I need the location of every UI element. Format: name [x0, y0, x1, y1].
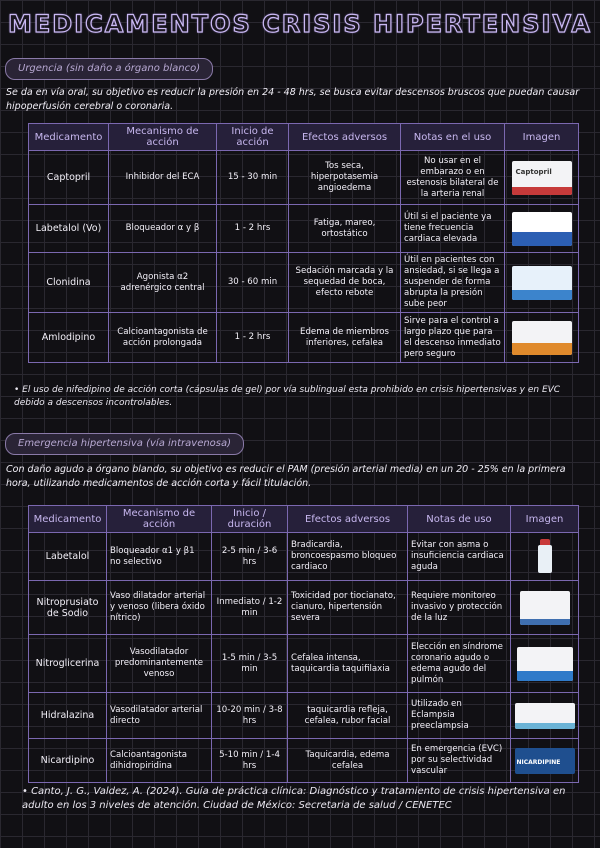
labetalol-box-icon	[512, 212, 572, 246]
drug-adverse: Fatiga, mareo, ortostático	[289, 205, 401, 253]
drug-onset: 2-5 min / 3-6 hrs	[212, 533, 288, 581]
drug-mechanism: Calcioantagonista de acción prolongada	[109, 313, 217, 363]
drug-notes: Sirve para el control a largo plazo que para el descenso inmediato pero seguro	[401, 313, 505, 363]
drug-image	[511, 533, 579, 581]
table-row	[29, 253, 579, 313]
drug-notes: Útil si el paciente ya tiene frecuencia cardiaca elevada	[401, 205, 505, 253]
drug-adverse: Taquicardia, edema cefalea	[288, 739, 408, 783]
drug-mechanism: Vaso dilatador arterial y venoso (libera óxido nítrico)	[107, 581, 212, 635]
clonidina-box-icon	[512, 266, 572, 300]
col-header: Mecanismo de acción	[107, 506, 212, 533]
drug-adverse: Bradicardia, broncoespasmo bloqueo cardiaco	[288, 533, 408, 581]
drug-name: Nicardipino	[29, 739, 107, 783]
drug-onset: 5-10 min / 1-4 hrs	[212, 739, 288, 783]
drug-image	[511, 635, 579, 693]
nitroprusiato-box-icon	[520, 591, 570, 625]
table-row	[29, 313, 579, 363]
drug-name: Hidralazina	[29, 693, 107, 739]
box-label: NICARDIPINE	[516, 758, 561, 766]
drug-adverse: Edema de miembros inferiores, cefalea	[289, 313, 401, 363]
emergencia-header-row	[29, 506, 579, 533]
captopril-box-icon	[512, 161, 572, 195]
col-header: Inicio / duración	[212, 506, 288, 533]
drug-adverse: Toxicidad por tiocianato, cianuro, hipertensión severa	[288, 581, 408, 635]
col-header: Notas en el uso	[401, 124, 505, 151]
col-header: Efectos adversos	[288, 506, 408, 533]
drug-name: Labetalol	[29, 533, 107, 581]
emergencia-table	[28, 505, 579, 783]
drug-onset: 1-5 min / 3-5 min	[212, 635, 288, 693]
col-header: Mecanismo de acción	[109, 124, 217, 151]
nicardipino-box-icon	[515, 748, 575, 774]
drug-image	[511, 693, 579, 739]
urgencia-footnote: • El uso de nifedipino de acción corta (cápsulas de gel) por vía sublingual esta prohibido en crisis hipertensivas y en EVC debido a descensos incontrolables.	[14, 385, 561, 408]
drug-name: Labetalol (Vo)	[29, 205, 109, 253]
drug-mechanism: Inhibidor del ECA	[109, 151, 217, 205]
page-title: MEDICAMENTOS CRISIS HIPERTENSIVA	[8, 10, 592, 38]
table-row	[29, 693, 579, 739]
drug-adverse: taquicardia refleja, cefalea, rubor facial	[288, 693, 408, 739]
drug-mechanism: Agonista α2 adrenérgico central	[109, 253, 217, 313]
drug-onset: 30 - 60 min	[217, 253, 289, 313]
urgencia-description: Se da en vía oral, su objetivo es reducir la presión en 24 - 48 hrs, se busca evitar descensos bruscos que puedan causar hipoperfusión cerebral o coronaria.	[6, 87, 580, 112]
col-header: Medicamento	[29, 124, 109, 151]
drug-adverse: Tos seca, hiperpotasemia angioedema	[289, 151, 401, 205]
drug-notes: No usar en el embarazo o en estenosis bilateral de la arteria renal	[401, 151, 505, 205]
drug-onset: 15 - 30 min	[217, 151, 289, 205]
table-row	[29, 151, 579, 205]
amlodipino-box-icon	[512, 321, 572, 355]
drug-image	[511, 739, 579, 783]
drug-image	[505, 253, 579, 313]
drug-notes: En emergencia (EVC) por su selectividad vascular	[408, 739, 511, 783]
col-header: Inicio de acción	[217, 124, 289, 151]
urgencia-heading: Urgencia (sin daño a órgano blanco)	[5, 58, 213, 80]
col-header: Imagen	[511, 506, 579, 533]
table-row	[29, 533, 579, 581]
drug-mechanism: Bloqueador α1 y β1 no selectivo	[107, 533, 212, 581]
drug-image	[505, 205, 579, 253]
emergencia-description: Con daño agudo a órgano blando, su objetivo es reducir el PAM (presión arterial media) en un 20 - 25% en la primera hora, utilizando medicamentos de acción corta y fácil titulación.	[6, 464, 566, 489]
col-header: Notas de uso	[408, 506, 511, 533]
col-header: Efectos adversos	[289, 124, 401, 151]
nitroglicerina-box-icon	[517, 647, 573, 681]
table-row	[29, 205, 579, 253]
drug-mechanism: Vasodilatador predominantemente venoso	[107, 635, 212, 693]
table-row	[29, 581, 579, 635]
drug-onset: Inmediato / 1-2 min	[212, 581, 288, 635]
hidralazina-box-icon	[515, 703, 575, 729]
drug-notes: Útil en pacientes con ansiedad, si se llega a suspender de forma abrupta la presión sube peor	[401, 253, 505, 313]
drug-name: Nitroprusiato de Sodio	[29, 581, 107, 635]
emergencia-heading: Emergencia hipertensiva (vía intravenosa)	[5, 433, 244, 455]
urgencia-table	[28, 123, 579, 363]
drug-notes: Elección en síndrome coronario agudo o edema agudo del pulmón	[408, 635, 511, 693]
drug-name: Amlodipino	[29, 313, 109, 363]
drug-notes: Utilizado en Eclampsia preeclampsia	[408, 693, 511, 739]
table-row	[29, 635, 579, 693]
col-header: Medicamento	[29, 506, 107, 533]
table-row	[29, 739, 579, 783]
drug-image	[505, 313, 579, 363]
drug-image	[505, 151, 579, 205]
col-header: Imagen	[505, 124, 579, 151]
drug-mechanism: Calcioantagonista dihidropiridina	[107, 739, 212, 783]
drug-name: Captopril	[29, 151, 109, 205]
drug-onset: 1 - 2 hrs	[217, 313, 289, 363]
drug-mechanism: Vasodilatador arterial directo	[107, 693, 212, 739]
drug-notes: Evitar con asma o insuficiencia cardiaca aguda	[408, 533, 511, 581]
drug-name: Nitroglicerina	[29, 635, 107, 693]
drug-onset: 1 - 2 hrs	[217, 205, 289, 253]
urgencia-header-row	[29, 124, 579, 151]
drug-adverse: Sedación marcada y la sequedad de boca, efecto rebote	[289, 253, 401, 313]
box-label: Captopril	[515, 167, 552, 176]
drug-adverse: Cefalea intensa, taquicardia taquifilaxia	[288, 635, 408, 693]
drug-mechanism: Bloqueador α y β	[109, 205, 217, 253]
labetalol-vial-icon	[538, 539, 552, 575]
drug-name: Clonidina	[29, 253, 109, 313]
drug-notes: Requiere monitoreo invasivo y protección de la luz	[408, 581, 511, 635]
reference-citation: • Canto, J. G., Valdez, A. (2024). Guía de práctica clínica: Diagnóstico y tratamiento de crisis hipertensiva en adulto en los 3 niveles de atención. Ciudad de México: Secretaria de salud / CENETEC	[22, 786, 566, 811]
drug-onset: 10-20 min / 3-8 hrs	[212, 693, 288, 739]
drug-image	[511, 581, 579, 635]
